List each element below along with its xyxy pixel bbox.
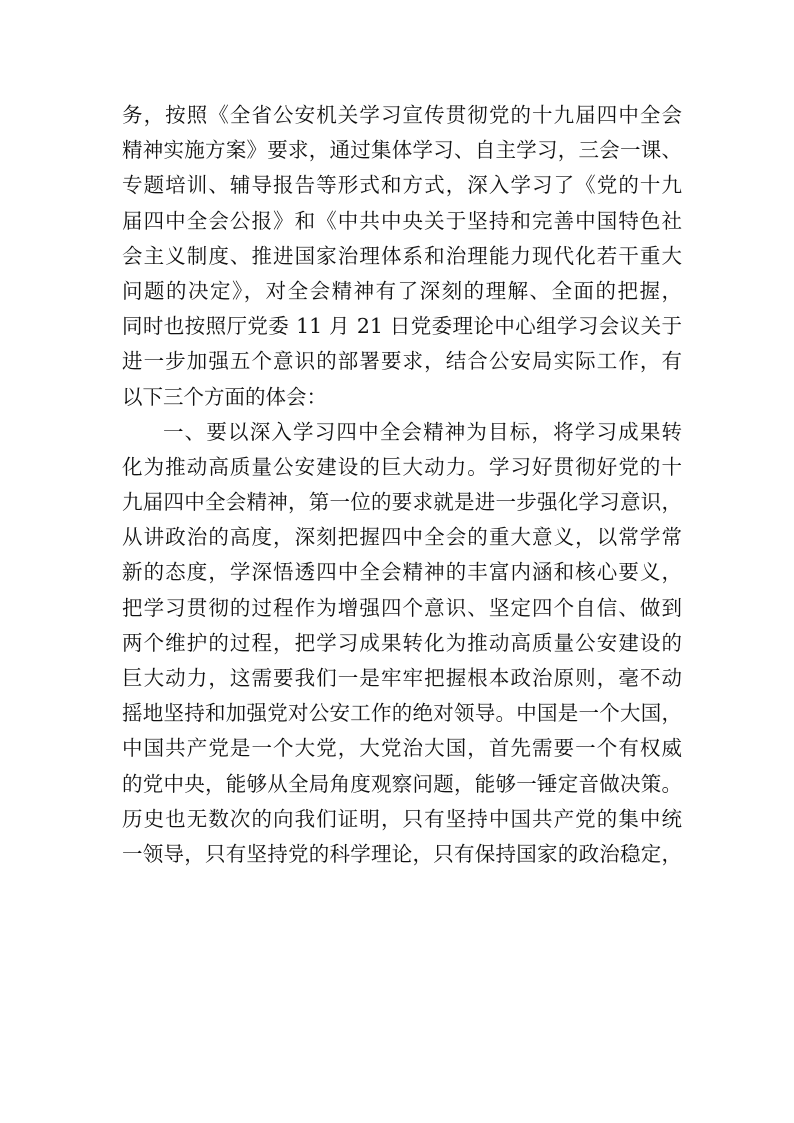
text-line: 进一步加强五个意识的部署要求，结合公安局实际工作，有 [122, 349, 682, 374]
text-line: 摇地坚持和加强党对公安工作的绝对领导。中国是一个大国， [122, 701, 682, 726]
text-line: 新的态度，学深悟透四中全会精神的丰富内涵和核心要义， [122, 560, 682, 585]
text-line-paragraph-end: 以下三个方面的体会： [122, 384, 327, 409]
text-line: 务，按照《全省公安机关学习宣传贯彻党的十九届四中全会 [122, 103, 682, 127]
text-line: 从讲政治的高度，深刻把握四中全会的重大意义，以常学常 [122, 525, 682, 550]
text-line: 问题的决定》，对全会精神有了深刻的理解、全面的把握， [122, 278, 682, 303]
text-line: 届四中全会公报》和《中共中央关于坚持和完善中国特色社 [122, 208, 682, 233]
text-line: 的党中央，能够从全局角度观察问题，能够一锤定音做决策。 [122, 771, 682, 796]
text-line: 两个维护的过程，把学习成果转化为推动高质量公安建设的 [122, 630, 682, 655]
text-line: 巨大动力，这需要我们一是牢牢把握根本政治原则，毫不动 [122, 666, 682, 690]
text-line: 会主义制度、推进国家治理体系和治理能力现代化若干重大 [122, 243, 682, 268]
text-line: 化为推动高质量公安建设的巨大动力。学习好贯彻好党的十 [122, 454, 682, 479]
text-line: 中国共产党是一个大党，大党治大国，首先需要一个有权威 [122, 736, 682, 761]
text-line: 专题培训、辅导报告等形式和方式，深入学习了《党的十九 [122, 173, 682, 198]
text-line: 一领导，只有坚持党的科学理论，只有保持国家的政治稳定， [122, 841, 682, 866]
text-line: 把学习贯彻的过程作为增强四个意识、坚定四个自信、做到 [122, 595, 682, 620]
body-text [122, 98, 682, 872]
section-heading-line: 一、要以深入学习四中全会精神为目标，将学习成果转 [163, 419, 682, 444]
text-line: 历史也无数次的向我们证明，只有坚持中国共产党的集中统 [122, 806, 682, 831]
text-line: 精神实施方案》要求，通过集体学习、自主学习，三会一课、 [122, 138, 682, 163]
text-line: 九届四中全会精神，第一位的要求就是进一步强化学习意识， [122, 490, 682, 515]
text-line: 同时也按照厅党委 11 月 21 日党委理论中心组学习会议关于 [122, 314, 682, 339]
